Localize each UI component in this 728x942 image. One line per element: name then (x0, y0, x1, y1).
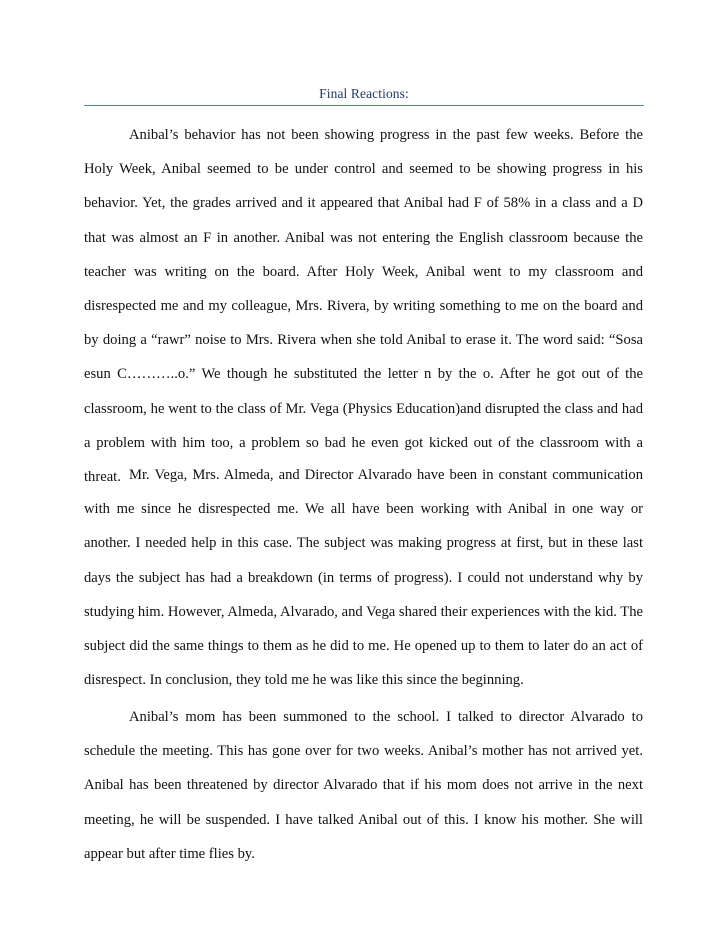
page-title: Final Reactions: (319, 86, 409, 101)
title-underline (84, 105, 644, 106)
paragraph-2: Mr. Vega, Mrs. Almeda, and Director Alvarado have been in constant communication with me since he disrespected me. We all have been working with Anibal in one way or another. I needed help in this case. The subject was making progress at first, but in these last days the subject has had a breakdown (in terms of progress). I could not understand why by studying him. However, Almeda, Alvarado, and Vega shared their experiences with the kid. The subject did the same things to them as he did to me. He opened up to them to later do an act of disrespect. In conclusion, they told me he was like this since the beginning. (84, 467, 643, 689)
paragraph-1: Anibal’s behavior has not been showing progress in the past few weeks. Before the Holy Week, Anibal seemed to be under control and seemed to be showing progress in his behavior. Yet, the grades arrived and it appeared that Anibal had F of 58% in a class and a D that was almost an F in another. Anibal was not entering the English classroom because the teacher was writing on the board. After Holy Week, Anibal went to my classroom and disrespected me and my colleague, Mrs. Rivera, by writing something to me on the board and by doing a “rawr” noise to Mrs. Rivera when she told Anibal to erase it. The word said: “Sosa esun C………..o.” We though he substituted the letter n by the o. After he got out of the classroom, he went to the class of Mr. Vega (Physics Education)and disrupted the class and had a problem with him too, a problem so bad he even got kicked out of the classroom with a threat. (84, 127, 643, 486)
paragraph-3: Anibal’s mom has been summoned to the school. I talked to director Alvarado to schedule the meeting. This has gone over for two weeks. Anibal’s mother has not arrived yet. Anibal has been threatened by director Alvarado that if his mom does not arrive in the next meeting, he will be suspended. I have talked Anibal out of this. I know his mother. She will appear but after time flies by. (84, 709, 643, 862)
